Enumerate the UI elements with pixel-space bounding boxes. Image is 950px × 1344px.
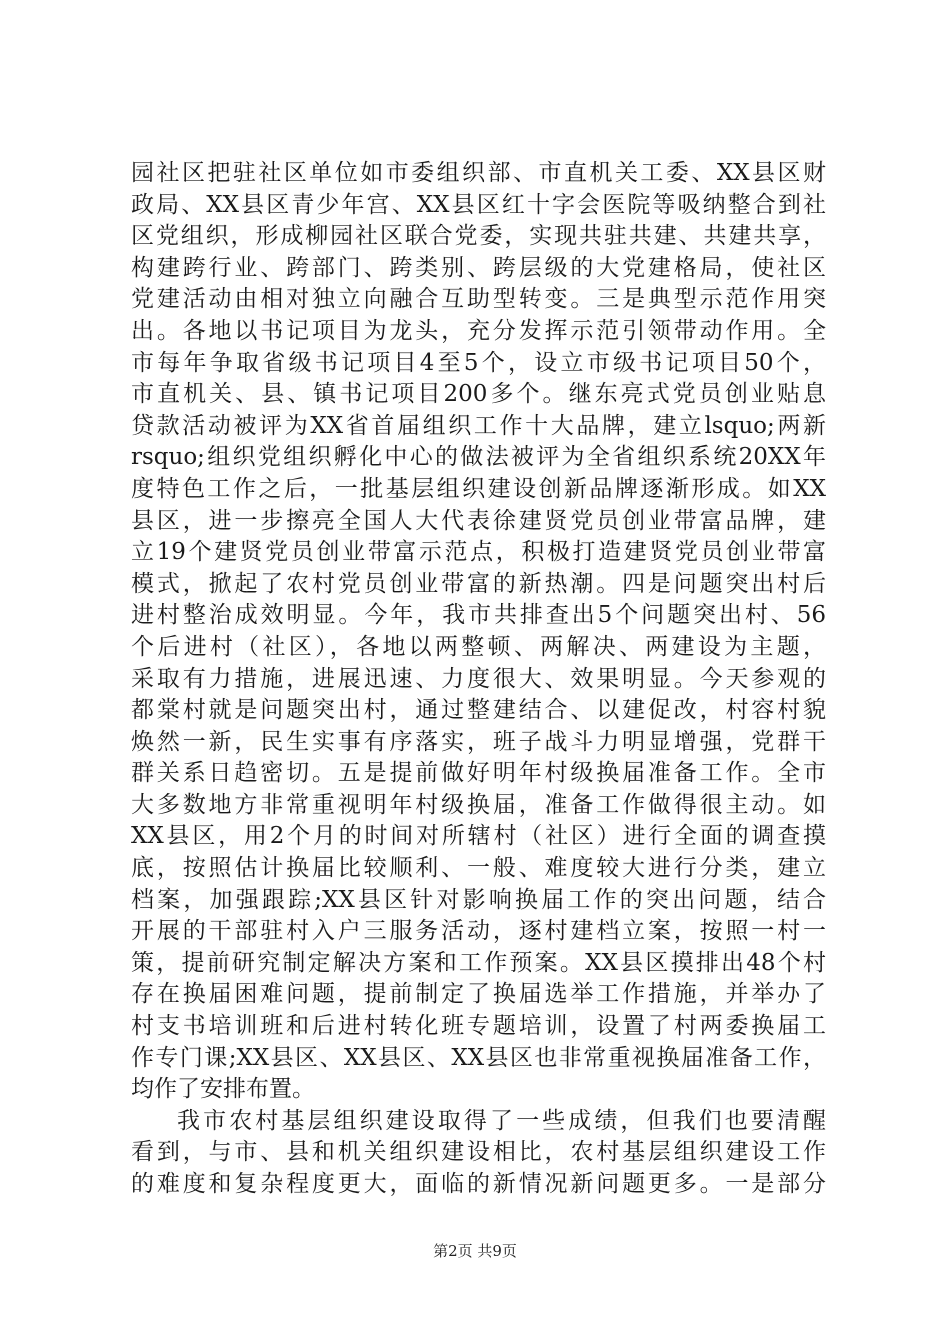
text-line: 焕然一新，民生实事有序落实，班子战斗力明显增强，党群干 <box>131 728 826 755</box>
text-line: XX县区，用2个月的时间对所辖村（社区）进行全面的调查摸 <box>131 823 826 850</box>
text-line: rsquo;组织党组织孵化中心的做法被评为全省组织系统20XX年 <box>131 444 826 471</box>
text-line: 采取有力措施，进展迅速、力度很大、效果明显。今天参观的 <box>131 665 826 692</box>
text-line: 度特色工作之后，一批基层组织建设创新品牌逐渐形成。如XX <box>131 475 826 502</box>
text-line: 存在换届困难问题，提前制定了换届选举工作措施，并举办了 <box>131 981 826 1008</box>
text-line: 县区，进一步擦亮全国人大代表徐建贤党员创业带富品牌，建 <box>131 507 826 534</box>
text-line: 作专门课;XX县区、XX县区、XX县区也非常重视换届准备工作， <box>131 1044 826 1071</box>
text-line: 市每年争取省级书记项目4至5个，设立市级书记项目50个， <box>131 349 826 376</box>
text-line: 底，按照估计换届比较顺利、一般、难度较大进行分类，建立 <box>131 855 826 882</box>
text-line: 群关系日趋密切。五是提前做好明年村级换届准备工作。全市 <box>131 760 826 787</box>
text-line: 都棠村就是问题突出村，通过整建结合、以建促改，村容村貌 <box>131 697 826 724</box>
text-line: 构建跨行业、跨部门、跨类别、跨层级的大党建格局，使社区 <box>131 254 826 281</box>
page-footer <box>0 1241 950 1261</box>
body-text <box>131 158 826 1201</box>
text-line: 党建活动由相对独立向融合互助型转变。三是典型示范作用突 <box>131 286 826 313</box>
text-line: 个后进村（社区），各地以两整顿、两解决、两建设为主题， <box>131 633 826 660</box>
text-line: 开展的干部驻村入户三服务活动，逐村建档立案，按照一村一 <box>131 918 826 945</box>
text-line: 园社区把驻社区单位如市委组织部、市直机关工委、XX县区财 <box>131 160 826 186</box>
text-line: 大多数地方非常重视明年村级换届，准备工作做得很主动。如 <box>131 791 826 818</box>
text-line: 模式，掀起了农村党员创业带富的新热潮。四是问题突出村后 <box>131 570 826 597</box>
text-line: 看到，与市、县和机关组织建设相比，农村基层组织建设工作 <box>131 1139 826 1166</box>
text-line: 政局、XX县区青少年宫、XX县区红十字会医院等吸纳整合到社 <box>131 191 826 218</box>
page-number-label: 第2页 共9页 <box>433 1242 517 1260</box>
text-line: 档案，加强跟踪;XX县区针对影响换届工作的突出问题，结合 <box>131 886 826 913</box>
paragraph-start-line: 我市农村基层组织建设取得了一些成绩，但我们也要清醒 <box>177 1107 826 1134</box>
text-line: 均作了安排布置。 <box>131 1076 315 1103</box>
text-line: 策，提前研究制定解决方案和工作预案。XX县区摸排出48个村 <box>131 949 826 976</box>
text-line: 区党组织，形成柳园社区联合党委，实现共驻共建、共建共享， <box>131 223 826 250</box>
text-line: 进村整治成效明显。今年，我市共排查出5个问题突出村、56 <box>131 602 826 629</box>
text-line: 村支书培训班和后进村转化班专题培训，设置了村两委换届工 <box>131 1013 826 1040</box>
text-line: 贷款活动被评为XX省首届组织工作十大品牌，建立lsquo;两新 <box>131 412 826 439</box>
text-line: 立19个建贤党员创业带富示范点，积极打造建贤党员创业带富 <box>131 539 826 566</box>
text-line: 出。各地以书记项目为龙头，充分发挥示范引领带动作用。全 <box>131 317 826 344</box>
text-line: 的难度和复杂程度更大，面临的新情况新问题更多。一是部分 <box>131 1171 826 1197</box>
text-line: 市直机关、县、镇书记项目200多个。继东亮式党员创业贴息 <box>131 381 826 408</box>
